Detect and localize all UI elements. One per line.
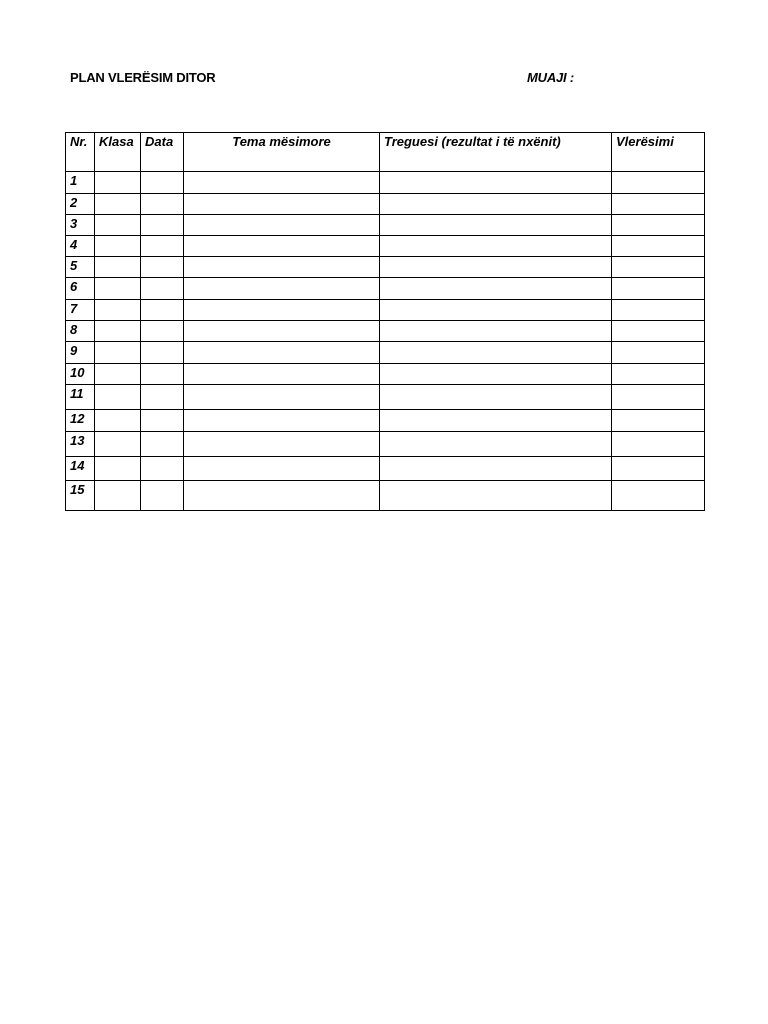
- table-cell[interactable]: [612, 172, 705, 194]
- table-cell[interactable]: [184, 321, 380, 342]
- table-cell[interactable]: [184, 278, 380, 300]
- column-header-treguesi: Treguesi (rezultat i të nxënit): [380, 133, 612, 172]
- table-cell[interactable]: [95, 457, 141, 481]
- table-row: [66, 364, 705, 385]
- table-cell[interactable]: [612, 257, 705, 278]
- table-cell[interactable]: [380, 194, 612, 215]
- table-cell[interactable]: [141, 215, 184, 236]
- table-row: [66, 432, 705, 457]
- table-cell[interactable]: [95, 321, 141, 342]
- row-number: 10: [66, 364, 95, 385]
- table-cell[interactable]: [380, 432, 612, 457]
- table-cell[interactable]: [612, 215, 705, 236]
- table-cell[interactable]: [380, 257, 612, 278]
- table-cell[interactable]: [95, 300, 141, 321]
- table-cell[interactable]: [612, 432, 705, 457]
- table-row: [66, 278, 705, 300]
- table-cell[interactable]: [612, 457, 705, 481]
- table-cell[interactable]: [95, 172, 141, 194]
- table-cell[interactable]: [380, 385, 612, 410]
- row-number: 8: [66, 321, 95, 342]
- column-header-vleresimi: Vlerësimi: [612, 133, 705, 172]
- table-cell[interactable]: [184, 257, 380, 278]
- table-cell[interactable]: [141, 385, 184, 410]
- table-row: [66, 342, 705, 364]
- column-header-data: Data: [141, 133, 184, 172]
- table-cell[interactable]: [141, 257, 184, 278]
- document-title: PLAN VLERËSIM DITOR: [70, 70, 216, 85]
- row-number: 11: [66, 385, 95, 410]
- table-cell[interactable]: [95, 236, 141, 257]
- month-label: MUAJI :: [527, 70, 574, 85]
- table-row: [66, 300, 705, 321]
- table-row: [66, 215, 705, 236]
- table-row: [66, 236, 705, 257]
- row-number: 14: [66, 457, 95, 481]
- table-cell[interactable]: [612, 278, 705, 300]
- table-cell[interactable]: [380, 410, 612, 432]
- table-header-row: [66, 133, 705, 172]
- row-number: 13: [66, 432, 95, 457]
- table-cell[interactable]: [612, 481, 705, 511]
- table-cell[interactable]: [380, 481, 612, 511]
- table-cell[interactable]: [141, 457, 184, 481]
- table-cell[interactable]: [612, 364, 705, 385]
- table-row: [66, 321, 705, 342]
- table-cell[interactable]: [95, 364, 141, 385]
- table-cell[interactable]: [184, 172, 380, 194]
- table-cell[interactable]: [380, 172, 612, 194]
- table-cell[interactable]: [380, 300, 612, 321]
- table-row: [66, 481, 705, 511]
- evaluation-table: [65, 132, 705, 511]
- table-row: [66, 410, 705, 432]
- table-cell[interactable]: [141, 321, 184, 342]
- table-cell[interactable]: [141, 342, 184, 364]
- table-row: [66, 257, 705, 278]
- table-cell[interactable]: [612, 321, 705, 342]
- table-cell[interactable]: [380, 342, 612, 364]
- table-cell[interactable]: [184, 385, 380, 410]
- row-number: 12: [66, 410, 95, 432]
- table-cell[interactable]: [141, 300, 184, 321]
- table-cell[interactable]: [184, 432, 380, 457]
- table-cell[interactable]: [95, 385, 141, 410]
- table-cell[interactable]: [184, 364, 380, 385]
- row-number: 5: [66, 257, 95, 278]
- table-cell[interactable]: [184, 457, 380, 481]
- table-cell[interactable]: [95, 257, 141, 278]
- table-cell[interactable]: [95, 215, 141, 236]
- table-cell[interactable]: [184, 300, 380, 321]
- table-cell[interactable]: [95, 194, 141, 215]
- table-cell[interactable]: [612, 342, 705, 364]
- table-cell[interactable]: [184, 481, 380, 511]
- table-cell[interactable]: [612, 194, 705, 215]
- table-cell[interactable]: [95, 481, 141, 511]
- table-cell[interactable]: [184, 236, 380, 257]
- column-header-klasa: Klasa: [95, 133, 141, 172]
- table-cell[interactable]: [95, 342, 141, 364]
- row-number: 7: [66, 300, 95, 321]
- table-row: [66, 172, 705, 194]
- table-cell[interactable]: [141, 172, 184, 194]
- table-row: [66, 457, 705, 481]
- row-number: 15: [66, 481, 95, 511]
- table-body: [66, 172, 705, 511]
- table-cell[interactable]: [380, 215, 612, 236]
- table-cell[interactable]: [141, 432, 184, 457]
- table-cell[interactable]: [141, 481, 184, 511]
- table-cell[interactable]: [612, 300, 705, 321]
- table-row: [66, 194, 705, 215]
- table-cell[interactable]: [141, 364, 184, 385]
- column-header-nr: Nr.: [66, 133, 95, 172]
- table-cell[interactable]: [184, 342, 380, 364]
- table-cell[interactable]: [184, 215, 380, 236]
- table-cell[interactable]: [380, 278, 612, 300]
- table-cell[interactable]: [141, 236, 184, 257]
- table-cell[interactable]: [380, 321, 612, 342]
- table-cell[interactable]: [612, 236, 705, 257]
- column-header-tema: Tema mësimore: [184, 133, 380, 172]
- table-cell[interactable]: [380, 364, 612, 385]
- row-number: 2: [66, 194, 95, 215]
- table-cell[interactable]: [380, 236, 612, 257]
- table-cell[interactable]: [95, 410, 141, 432]
- table-cell[interactable]: [95, 278, 141, 300]
- table-cell[interactable]: [141, 278, 184, 300]
- table-cell[interactable]: [380, 457, 612, 481]
- row-number: 6: [66, 278, 95, 300]
- table-cell[interactable]: [141, 194, 184, 215]
- row-number: 1: [66, 172, 95, 194]
- table-cell[interactable]: [184, 410, 380, 432]
- table-cell[interactable]: [612, 410, 705, 432]
- table-cell[interactable]: [141, 410, 184, 432]
- table-cell[interactable]: [95, 432, 141, 457]
- row-number: 9: [66, 342, 95, 364]
- table-cell[interactable]: [184, 194, 380, 215]
- row-number: 3: [66, 215, 95, 236]
- table-row: [66, 385, 705, 410]
- row-number: 4: [66, 236, 95, 257]
- table-cell[interactable]: [612, 385, 705, 410]
